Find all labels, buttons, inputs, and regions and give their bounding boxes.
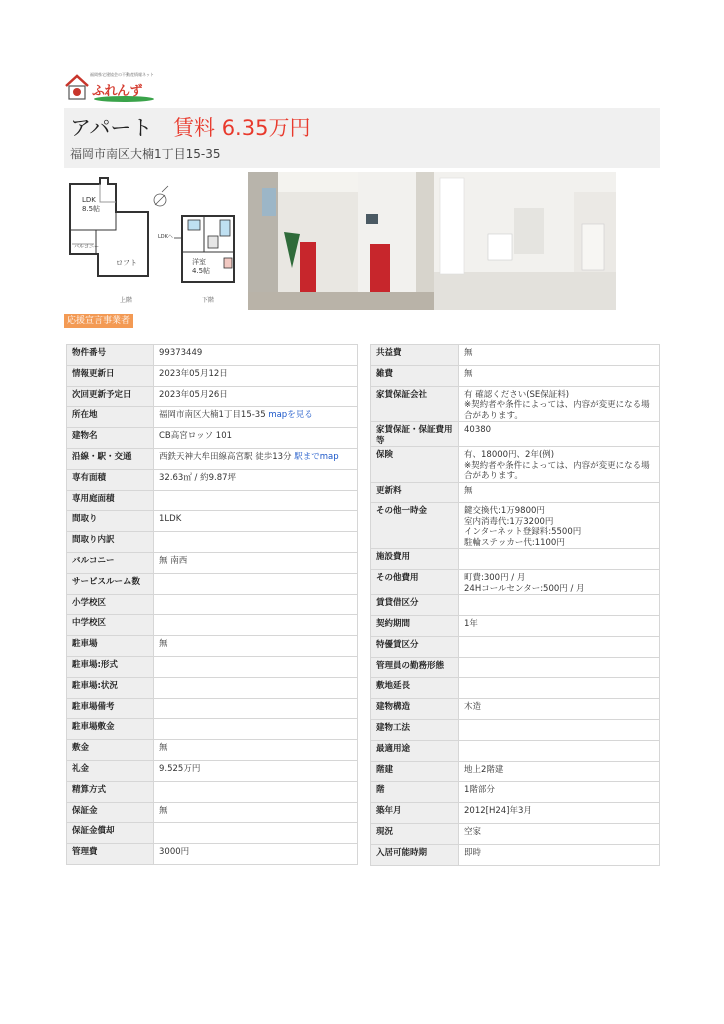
table-row <box>371 365 660 386</box>
row-value <box>459 615 660 636</box>
table-row <box>371 595 660 616</box>
table-row <box>371 345 660 366</box>
table-row <box>67 573 358 594</box>
table-row <box>67 532 358 553</box>
row-value-text: 1年 <box>464 618 478 629</box>
row-label: 専用庭面積 <box>67 490 154 511</box>
row-value <box>154 573 358 594</box>
row-label: 家賃保証会社 <box>371 386 459 422</box>
table-row <box>67 594 358 615</box>
row-value-text: 町費:300円 / 月 24Hコールセンター:500円 / 月 <box>464 573 585 594</box>
row-value-text: 32.63㎡ / 約9.87坪 <box>159 472 237 483</box>
table-row <box>371 422 660 447</box>
row-label: 所在地 <box>67 407 154 428</box>
row-label: 特優賃区分 <box>371 636 459 657</box>
table-row <box>371 570 660 595</box>
table-row <box>67 677 358 698</box>
title-band <box>64 108 660 168</box>
floor-plan-image[interactable] <box>64 172 244 310</box>
row-value <box>154 844 358 865</box>
row-value <box>459 636 660 657</box>
row-label: 共益費 <box>371 345 459 366</box>
row-value <box>154 781 358 802</box>
spec-table-left <box>66 344 358 865</box>
row-value-text: 2023年05月26日 <box>159 389 228 400</box>
interior-photo-image <box>434 172 616 310</box>
row-label: その他一時金 <box>371 503 459 549</box>
row-value <box>154 469 358 490</box>
row-label: 最適用途 <box>371 740 459 761</box>
row-label: その他費用 <box>371 570 459 595</box>
row-value-text: 2012[H24]年3月 <box>464 806 532 817</box>
row-value <box>459 740 660 761</box>
upper-floor-label: 上階 <box>120 297 133 304</box>
row-label: 階 <box>371 782 459 803</box>
row-label: 駐車場 <box>67 636 154 657</box>
row-value <box>459 503 660 549</box>
row-value <box>459 699 660 720</box>
table-row <box>371 386 660 422</box>
row-value <box>459 844 660 865</box>
row-value <box>459 570 660 595</box>
table-row <box>67 698 358 719</box>
property-address: 福岡市南区大楠1丁目15-35 <box>70 147 221 161</box>
row-value <box>459 482 660 503</box>
row-label: 管理員の勤務形態 <box>371 657 459 678</box>
table-row <box>67 781 358 802</box>
row-value <box>459 549 660 570</box>
exterior-photo-image <box>248 172 434 310</box>
table-row <box>371 482 660 503</box>
row-value <box>459 803 660 824</box>
row-label: 駐車場:状況 <box>67 677 154 698</box>
row-value-text: 1LDK <box>159 514 182 525</box>
row-value <box>154 802 358 823</box>
table-row <box>371 803 660 824</box>
page-title <box>70 112 310 142</box>
row-value-text: 木造 <box>464 702 482 713</box>
row-value <box>459 386 660 422</box>
row-value-text: CB高宮ロッソ 101 <box>159 431 233 442</box>
row-value <box>154 740 358 761</box>
ldk-size-label: 8.5帖 <box>82 205 101 213</box>
row-value <box>459 447 660 483</box>
row-value-text: 即時 <box>464 847 482 858</box>
row-value <box>154 656 358 677</box>
loft-label: ロフト <box>116 259 137 267</box>
row-value-text: 99373449 <box>159 348 203 358</box>
row-label: 現況 <box>371 823 459 844</box>
row-value-text: 無 <box>159 743 168 754</box>
row-value <box>154 511 358 532</box>
row-label: 間取り内訳 <box>67 532 154 553</box>
row-label: 階建 <box>371 761 459 782</box>
logo <box>64 72 156 102</box>
supporter-badge: 応援宣言事業者 <box>64 314 133 328</box>
row-value <box>154 386 358 407</box>
table-row <box>67 636 358 657</box>
ldk-label: LDK <box>82 196 96 204</box>
table-row <box>371 823 660 844</box>
row-value <box>154 615 358 636</box>
row-value-text: 2023年05月12日 <box>159 368 228 379</box>
table-row <box>371 503 660 549</box>
row-value-text: 無 <box>464 368 473 379</box>
row-label: 情報更新日 <box>67 365 154 386</box>
table-row <box>67 428 358 449</box>
table-row <box>67 823 358 844</box>
row-label: 雑費 <box>371 365 459 386</box>
table-row <box>67 844 358 865</box>
row-label: 小学校区 <box>67 594 154 615</box>
row-value <box>459 678 660 699</box>
table-row <box>371 447 660 483</box>
row-value-text: 西鉄天神大牟田線高宮駅 徒歩13分 <box>159 451 292 462</box>
row-label: 家賃保証・保証費用等 <box>371 422 459 447</box>
row-label: 礼金 <box>67 760 154 781</box>
row-label: 次回更新予定日 <box>67 386 154 407</box>
table-row <box>67 490 358 511</box>
table-row <box>371 678 660 699</box>
row-value <box>154 552 358 573</box>
row-label: 建物構造 <box>371 699 459 720</box>
row-label: 駐車場備考 <box>67 698 154 719</box>
row-label: 間取り <box>67 511 154 532</box>
row-value <box>459 719 660 740</box>
row-value <box>154 365 358 386</box>
row-value <box>154 407 358 428</box>
row-label: 保証金 <box>67 802 154 823</box>
row-value-text: 有 確認ください(SE保証料) ※契約者や条件によっては、内容が変更になる場合があります。 <box>464 389 650 421</box>
row-label: 築年月 <box>371 803 459 824</box>
row-label: 敷金 <box>67 740 154 761</box>
row-label: 駐車場:形式 <box>67 656 154 677</box>
table-row <box>67 552 358 573</box>
row-label: 敷地延長 <box>371 678 459 699</box>
bedroom-size-label: 4.5帖 <box>192 267 211 275</box>
row-value <box>154 677 358 698</box>
table-row <box>371 615 660 636</box>
row-value-text: 無 <box>159 639 168 650</box>
row-value <box>154 490 358 511</box>
map-link[interactable]: mapを見る <box>268 410 313 421</box>
table-row <box>371 782 660 803</box>
map-link[interactable]: 駅までmap <box>294 451 339 462</box>
row-value <box>154 448 358 469</box>
table-row <box>371 657 660 678</box>
table-row <box>371 549 660 570</box>
row-label: 専有面積 <box>67 469 154 490</box>
row-label: 保証金償却 <box>67 823 154 844</box>
row-value <box>154 636 358 657</box>
table-row <box>67 656 358 677</box>
row-label: 契約期間 <box>371 615 459 636</box>
row-value <box>154 823 358 844</box>
row-value <box>154 594 358 615</box>
balcony-label: バルコニー <box>74 244 100 250</box>
table-row <box>67 345 358 366</box>
floor-plan-drawing <box>64 172 244 310</box>
row-label: 精算方式 <box>67 781 154 802</box>
table-row <box>67 802 358 823</box>
row-value <box>154 719 358 740</box>
row-value <box>154 760 358 781</box>
stair-note-label: LDKへ <box>158 234 173 240</box>
row-value <box>154 698 358 719</box>
table-row <box>67 719 358 740</box>
row-value-text: 9.525万円 <box>159 763 201 774</box>
table-row <box>67 615 358 636</box>
table-row <box>371 844 660 865</box>
row-value-text: 鍵交換代:1万9800円 室内消毒代:1万3200円 インターネット登録料:5500円 駐輪ステッカー代:1100円 <box>464 506 582 548</box>
table-row <box>371 636 660 657</box>
property-type: アパート <box>70 116 153 140</box>
table-row <box>371 699 660 720</box>
row-label: 保険 <box>371 447 459 483</box>
row-value-text: 無 <box>464 485 473 496</box>
row-value <box>154 532 358 553</box>
row-value-text: 1階部分 <box>464 785 495 796</box>
table-row <box>67 469 358 490</box>
row-value <box>459 782 660 803</box>
row-value <box>459 595 660 616</box>
row-label: 施設費用 <box>371 549 459 570</box>
interior-photo[interactable] <box>434 172 616 310</box>
row-label: バルコニー <box>67 552 154 573</box>
table-row <box>67 386 358 407</box>
table-row <box>67 740 358 761</box>
table-row <box>67 365 358 386</box>
table-row <box>67 407 358 428</box>
logo-name: ふれんず <box>92 84 143 99</box>
row-value-text: 無 <box>159 805 168 816</box>
row-label: 建物工法 <box>371 719 459 740</box>
exterior-photo[interactable] <box>248 172 434 310</box>
spec-table-right <box>370 344 660 866</box>
row-label: 中学校区 <box>67 615 154 636</box>
table-row <box>371 740 660 761</box>
row-value-text: 40380 <box>464 425 492 436</box>
row-label: 駐車場敷金 <box>67 719 154 740</box>
row-value-text: 無 <box>464 348 473 358</box>
row-value-text: 無 南西 <box>159 555 188 566</box>
logo-tagline: 福岡県宅建協会の不動産情報ネット <box>90 72 154 77</box>
row-label: 建物名 <box>67 428 154 449</box>
row-value-text: 福岡市南区大楠1丁目15-35 <box>159 410 266 421</box>
row-value <box>459 422 660 447</box>
lower-floor-label: 下階 <box>202 297 215 304</box>
row-value <box>459 761 660 782</box>
row-label: 管理費 <box>67 844 154 865</box>
row-value-text: 有、18000円、2年(例) ※契約者や条件によっては、内容が変更になる場合があります。 <box>464 450 650 482</box>
row-value <box>459 657 660 678</box>
row-value <box>154 428 358 449</box>
row-label: 沿線・駅・交通 <box>67 448 154 469</box>
table-row <box>371 761 660 782</box>
row-label: 賃貸借区分 <box>371 595 459 616</box>
row-value-text: 地上2階建 <box>464 764 504 775</box>
row-value-text: 空家 <box>464 826 482 837</box>
row-label: 更新料 <box>371 482 459 503</box>
row-value-text: 3000円 <box>159 847 190 858</box>
row-value <box>459 345 660 366</box>
row-label: サービスルーム数 <box>67 573 154 594</box>
bedroom-label: 洋室 <box>192 258 206 266</box>
row-value <box>459 823 660 844</box>
table-row <box>67 448 358 469</box>
row-value <box>459 365 660 386</box>
table-row <box>67 760 358 781</box>
table-row <box>371 719 660 740</box>
row-label: 物件番号 <box>67 345 154 366</box>
rent-price: 賃料 6.35万円 <box>173 116 311 140</box>
row-value <box>154 345 358 366</box>
table-row <box>67 511 358 532</box>
row-label: 入居可能時期 <box>371 844 459 865</box>
